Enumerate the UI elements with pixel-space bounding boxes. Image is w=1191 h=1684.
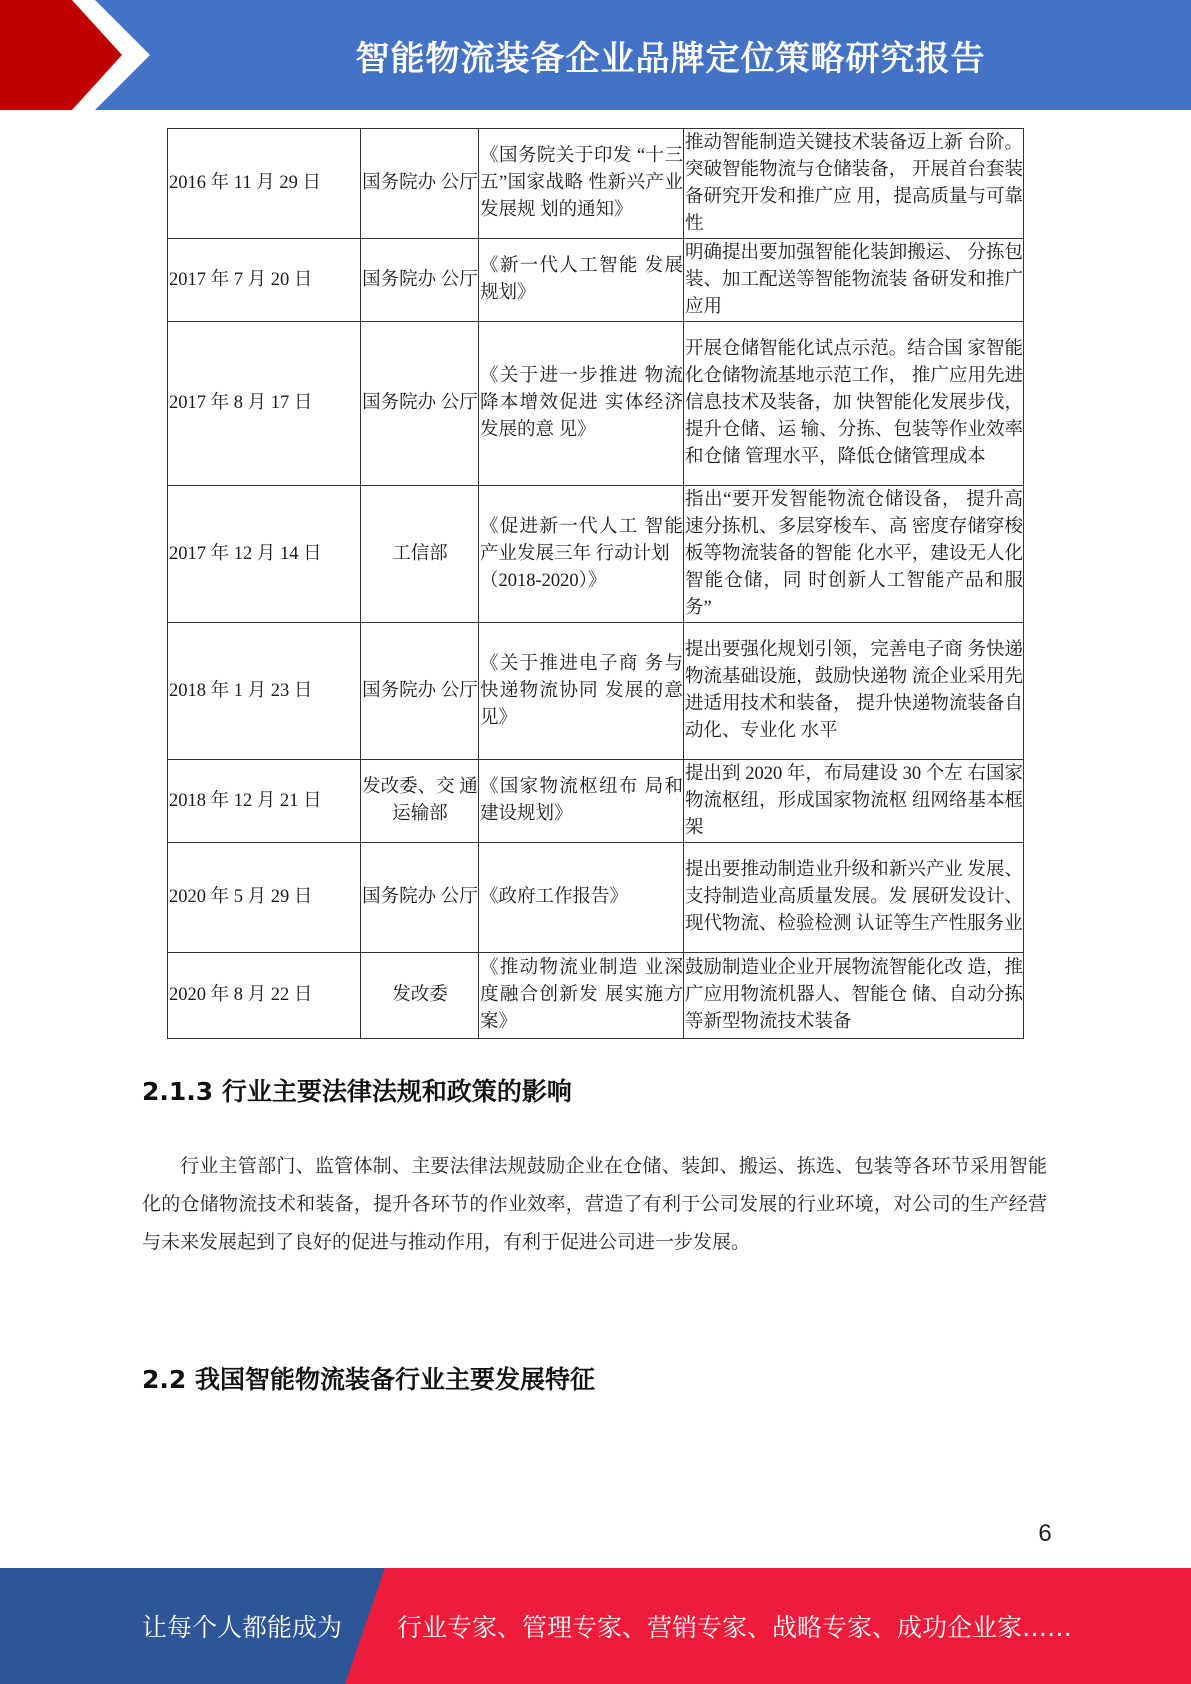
section-heading-2-2: 2.2 我国智能物流装备行业主要发展特征 xyxy=(142,1365,595,1394)
cell-date: 2016 年 11 月 29 日 xyxy=(168,129,361,239)
table-row xyxy=(168,129,1024,239)
cell-date: 2018 年 1 月 23 日 xyxy=(168,623,361,760)
table-row xyxy=(168,239,1024,322)
cell-dept: 国务院办 公厅 xyxy=(361,239,479,322)
header-arrow-decoration xyxy=(0,0,150,110)
table-row xyxy=(168,953,1024,1039)
cell-doc-title: 《促进新一代人工 智能产业发展三年 行动计划 xyxy=(480,516,683,564)
cell-doc xyxy=(479,486,684,623)
cell-date: 2020 年 5 月 29 日 xyxy=(168,843,361,953)
cell-date: 2018 年 12 月 21 日 xyxy=(168,760,361,843)
table-row xyxy=(168,486,1024,623)
page-number: 6 xyxy=(1038,1520,1052,1547)
cell-desc: 提出要强化规划引领，完善电子商 务快递物流基础设施，鼓励快递物 流企业采用先进适用技术和装备， 提升快递物流装备自动化、专业化 水平 xyxy=(684,623,1024,760)
cell-doc: 《国家物流枢纽布 局和建设规划》 xyxy=(479,760,684,843)
section-body-paragraph: 行业主管部门、监管体制、主要法律法规鼓励企业在仓储、装卸、搬运、拣选、包装等各环节采用智能化的仓储物流技术和装备，提升各环节的作业效率，营造了有利于公司发展的行业环境，对公司的生产经营与未来发展起到了良好的促进与推动作用，有利于促进公司进一步发展。 xyxy=(142,1156,1047,1253)
cell-desc: 明确提出要加强智能化装卸搬运、 分拣包装、加工配送等智能物流装 备研发和推广应用 xyxy=(684,239,1024,322)
policy-table xyxy=(167,128,1024,1039)
cell-desc: 提出到 2020 年，布局建设 30 个左 右国家物流枢纽，形成国家物流枢 纽网络基本框架 xyxy=(684,760,1024,843)
report-title: 智能物流装备企业品牌定位策略研究报告 xyxy=(355,38,986,79)
cell-doc: 《政府工作报告》 xyxy=(479,843,684,953)
cell-dept: 国务院办 公厅 xyxy=(361,129,479,239)
cell-doc: 《国务院关于印发 “十三五”国家战略 性新兴产业发展规 划的通知》 xyxy=(479,129,684,239)
cell-doc: 《关于进一步推进 物流降本增效促进 实体经济发展的意 见》 xyxy=(479,322,684,486)
footer-slogan-left: 让每个人都能成为 xyxy=(142,1613,343,1642)
cell-dept: 国务院办 公厅 xyxy=(361,623,479,760)
table-row xyxy=(168,843,1024,953)
cell-doc: 《关于推进电子商 务与快递物流协同 发展的意见》 xyxy=(479,623,684,760)
cell-desc: 推动智能制造关键技术装备迈上新 台阶。突破智能物流与仓储装备， 开展首台套装备研究开发和推广应 用，提高质量与可靠性 xyxy=(684,129,1024,239)
cell-doc: 《推动物流业制造 业深度融合创新发 展实施方案》 xyxy=(479,953,684,1039)
cell-date: 2020 年 8 月 22 日 xyxy=(168,953,361,1039)
cell-doc-years: （2018-2020）》 xyxy=(480,570,607,591)
cell-dept: 工信部 xyxy=(361,486,479,623)
table-row xyxy=(168,760,1024,843)
cell-dept: 国务院办 公厅 xyxy=(361,322,479,486)
cell-date: 2017 年 7 月 20 日 xyxy=(168,239,361,322)
cell-doc: 《新一代人工智能 发展规划》 xyxy=(479,239,684,322)
cell-desc: 指出“要开发智能物流仓储设备， 提升高速分拣机、多层穿梭车、高 密度存储穿梭板等物流装备的智能 化水平，建设无人化智能仓储，同 时创新人工智能产品和服务” xyxy=(684,486,1024,623)
footer-slogan-right: 行业专家、管理专家、营销专家、战略专家、成功企业家…… xyxy=(397,1613,1073,1642)
cell-desc: 开展仓储智能化试点示范。结合国 家智能化仓储物流基地示范工作， 推广应用先进信息技术及装备，加 快智能化发展步伐，提升仓储、运 输、分拣、包装等作业效率和仓储 管理水平，降低仓储管理成本 xyxy=(684,322,1024,486)
table-row xyxy=(168,322,1024,486)
cell-dept: 发改委、交 通运输部 xyxy=(361,760,479,843)
cell-desc: 鼓励制造业企业开展物流智能化改 造，推广应用物流机器人、智能仓 储、自动分拣等新型物流技术装备 xyxy=(684,953,1024,1039)
cell-date: 2017 年 8 月 17 日 xyxy=(168,322,361,486)
table-row xyxy=(168,623,1024,760)
cell-dept: 发改委 xyxy=(361,953,479,1039)
cell-desc: 提出要推动制造业升级和新兴产业 发展、支持制造业高质量发展。发 展研发设计、现代物流、检验检测 认证等生产性服务业 xyxy=(684,843,1024,953)
section-heading-2-1-3: 2.1.3 行业主要法律法规和政策的影响 xyxy=(142,1077,572,1106)
cell-date: 2017 年 12 月 14 日 xyxy=(168,486,361,623)
cell-dept: 国务院办 公厅 xyxy=(361,843,479,953)
